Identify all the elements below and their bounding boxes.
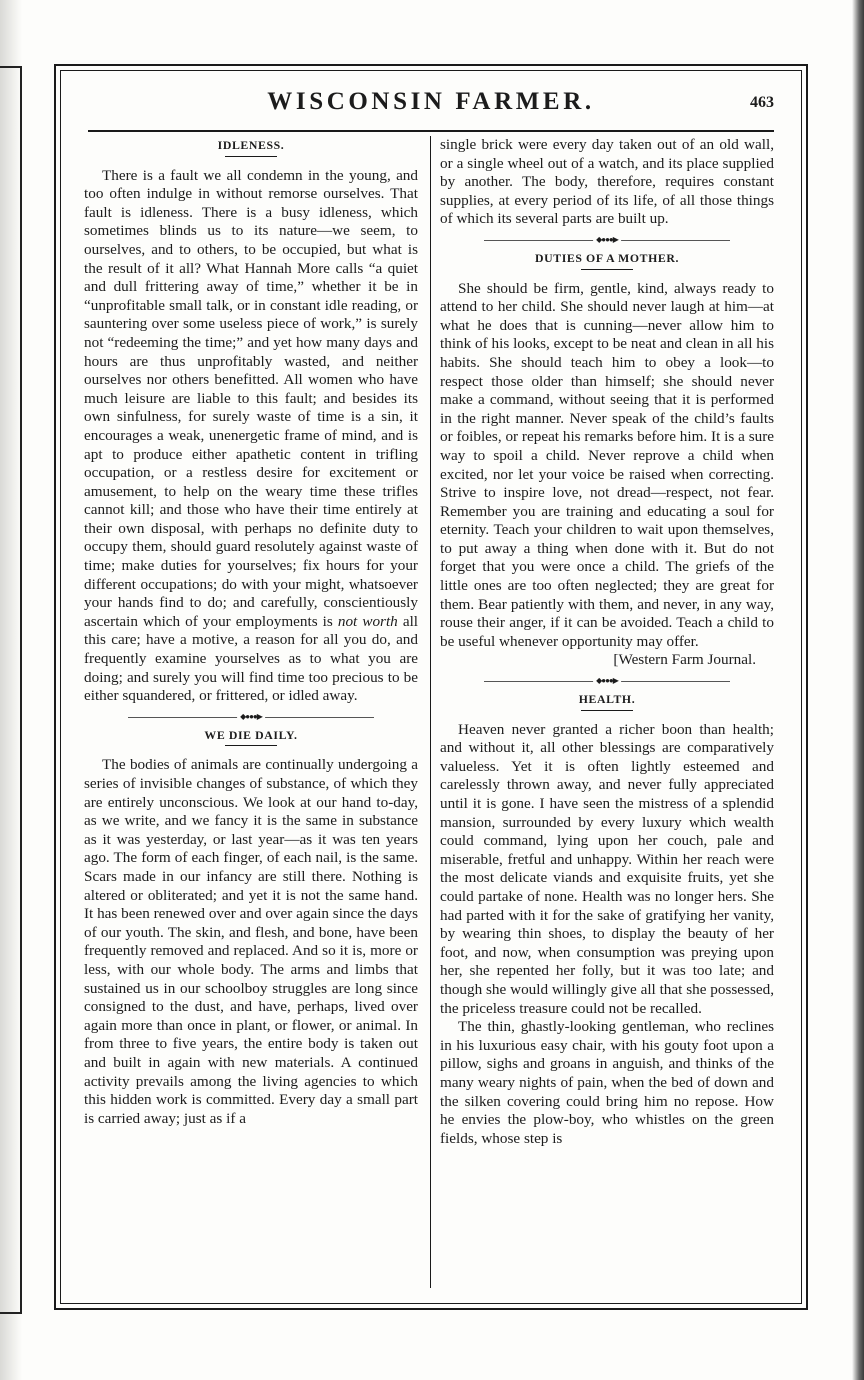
left-column bbox=[84, 136, 418, 1128]
article-body-we-die-daily: The bodies of animals are continually undergoing a series of invisible changes of substance, of which they are entirely unconscious. We look at our hand to-day, as we write, and we fancy it is the same in substance as it was yesterday, or last year—as it was ten years ago. The form of each finger, of each nail, is the same. Scars made in our infancy are still there. Nothing is altered or obliterated; and yet it is not the same hand. It has been renewed over and over again since the days of our youth. The skin, and flesh, and bone, have been frequently removed and replaced. And so it is, more or less, with our whole body. The arms and limbs that sustained us in our schoolboy struggles are long since consigned to the dust, and have, perhaps, lived over again more than once in plant, or flower, or animal. In from three to five years, the entire body is taken out and built in again with new materials. A continued activity prevails among the living agencies to which this hidden work is committed. Every day a small part is carried away; just as if a bbox=[84, 756, 418, 1127]
article-body-idleness: There is a fault we all condemn in the young, and too often indulge in without remorse ourselves. That fault is idleness. There is a busy idleness, which sometimes blinds us to its nature—we seem, to ourselves, and to others, to be occupied, but what is the result of it all? What Hannah More calls “a quiet and dull frittering away of time,” whether it be in “unprofitable small talk, or in constant idle reading, or sauntering over some useless piece of work,” is surely not “redeeming the time;” and yet how many days and hours are thus unprofitably wasted, and neither ourselves nor others benefitted. All women who have much leisure are liable to this fault; and besides its own sinfulness, for surely waste of time is a sin, it encourages a weak, unenergetic frame of mind, and is apt to produce either apathetic content in trifling occupation, or a restless desire for excitement or amusement, to help on the weary time these trifles cannot kill; and those who have their time entirely at their own disposal, with perhaps no definite duty to occupy them, should guard resolutely against waste of time; make duties for yourselves; fix hours for your different occupations; do with your might, whatsoever your hands find to do; and carefully, conscientiously ascertain which of your employments is not worth all this care; have a motive, a reason for all you do, and frequently examine yourselves as to what you are doing; and surely you will find time too precious to be either squandered, or frittered, or idled away. bbox=[84, 166, 419, 705]
masthead bbox=[60, 86, 802, 122]
page-number: 463 bbox=[750, 94, 774, 111]
masthead-rule bbox=[88, 130, 774, 132]
article-body-health-p1: Heaven never granted a richer boon than health; and without it, all other blessings are comparatively valueless. Yet it is often lightly esteemed and carelessly thrown away, and never fully appreciated until it is gone. I have seen the mistress of a splendid mansion, surrounded by every luxury which wealth could command, lying upon her couch, pale and miserable, fretful and unhappy. Within her reach were the most delicate viands and exquisite fruits, yet she could partake of none. Health was no longer hers. She had parted with it for the sake of gratifying her vanity, by wearing thin shoes, to display the beauty of her foot, and now, when consumption was preying upon her, she repented her folly, but it was too late; and though she would willingly give all that she possessed, the priceless treasure could not be recalled. bbox=[440, 720, 774, 1017]
article-heading-duties-of-a-mother: DUTIES OF A MOTHER. bbox=[440, 249, 774, 270]
ornament-icon: ◆●●●▶ bbox=[593, 674, 621, 688]
heading-underline bbox=[225, 156, 277, 157]
section-separator bbox=[84, 710, 418, 724]
section-separator bbox=[440, 233, 774, 247]
column-divider bbox=[430, 136, 431, 1288]
article-heading-we-die-daily: WE DIE DAILY. bbox=[84, 726, 418, 747]
heading-underline bbox=[225, 745, 277, 746]
section-separator bbox=[440, 674, 774, 688]
ornament-icon: ◆●●●▶ bbox=[593, 233, 621, 247]
heading-underline bbox=[581, 269, 633, 270]
page-right-edge-shadow bbox=[852, 0, 864, 1380]
emphasis-text: not worth bbox=[337, 612, 398, 630]
ornament-icon: ◆●●●▶ bbox=[237, 710, 265, 724]
publication-title: WISCONSIN FARMER. bbox=[267, 88, 595, 115]
right-column bbox=[440, 136, 774, 1148]
article-body-duties-of-a-mother: She should be firm, gentle, kind, always ready to attend to her child. She should never laugh at him—at what he does that is cunning—never allow him to think of his looks, except to be neat and clean in all his habits. She should teach him to obey a look—to respect those older than himself; she should never make a command, without seeing that it is performed in the right manner. Never speak of the child’s faults or foibles, or repeat his remarks before him. It is a sure way to spoil a child. Never reprove a child when excited, nor let your voice be raised when correcting. Strive to inspire love, not dread—respect, not fear. Remember you are training and educating a soul for eternity. Teach your children to wait upon themselves, to put away a thing when done with it. But do not forget that you were once a child. The griefs of the little ones are too often neglected; they are great for them. Bear patiently with them, and never, in any way, rouse their anger, if it can be avoided. Teach a child to be useful whenever opportunity may offer. bbox=[440, 279, 774, 650]
article-heading-health: HEALTH. bbox=[440, 690, 774, 711]
article-heading-idleness: IDLENESS. bbox=[84, 136, 418, 157]
heading-underline bbox=[581, 710, 633, 711]
previous-page-frame-edge bbox=[0, 66, 22, 1314]
source-attribution: [Western Farm Journal. bbox=[613, 651, 756, 669]
article-body-continuation: single brick were every day taken out of an old wall, or a single wheel out of a watch, and its place supplied by another. The body, therefore, requires constant supplies, at every period of its life, of all those things of which its several parts are built up. bbox=[440, 136, 774, 228]
article-body-health-p2: The thin, ghastly-looking gentleman, who reclines in his luxurious easy chair, with his gouty foot upon a pillow, sighs and groans in anguish, and thinks of the many weary nights of pain, when the bed of down and the silken covering could bring him no repose. How he envies the plow-boy, who whistles on the green fields, whose step is bbox=[440, 1018, 774, 1147]
